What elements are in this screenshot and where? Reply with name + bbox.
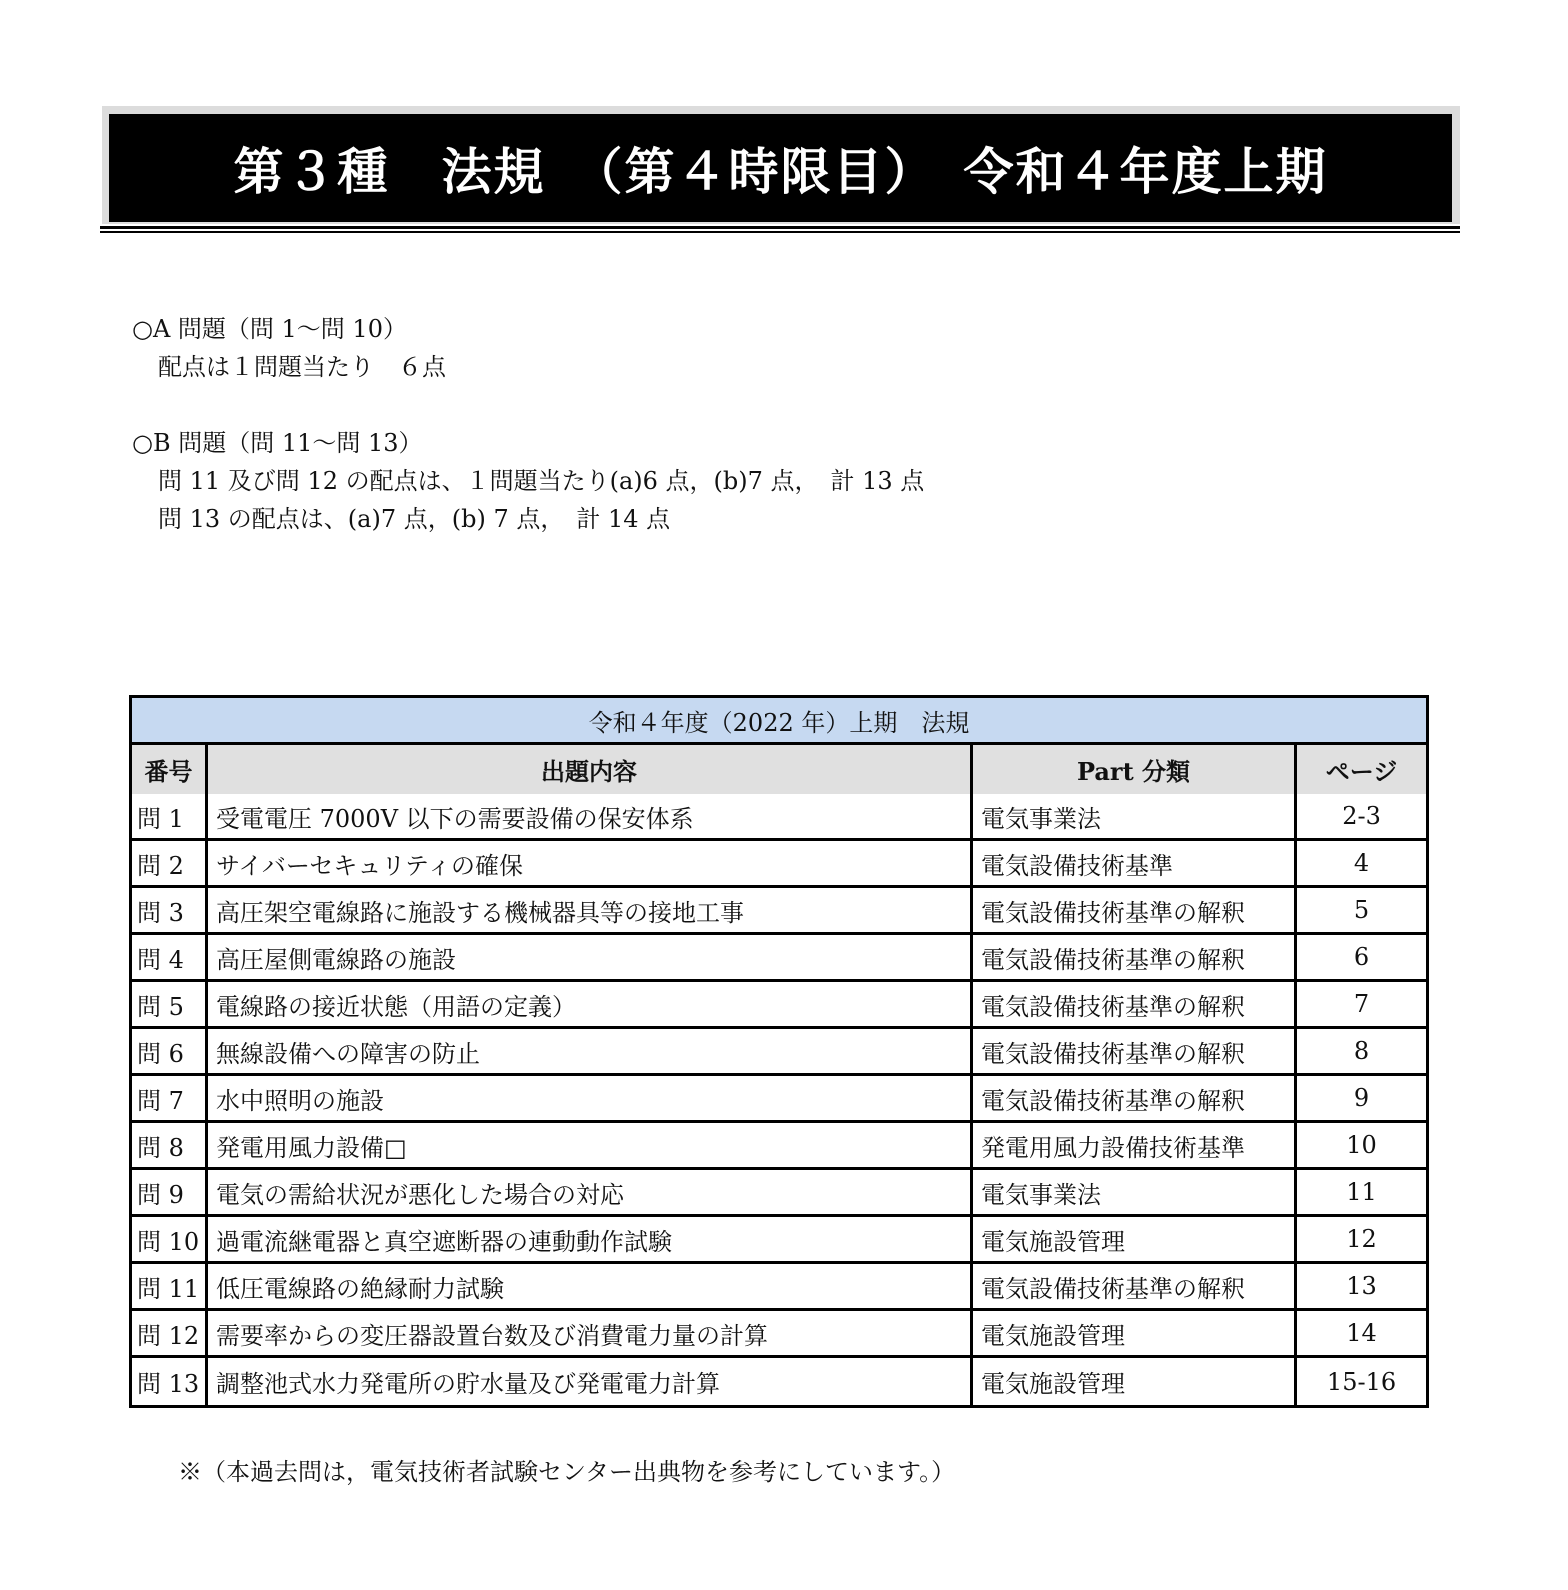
- table-row: [132, 982, 1426, 1029]
- question-topic: 発電用風力設備□: [208, 1123, 973, 1170]
- question-topic: 水中照明の施設: [208, 1076, 973, 1123]
- question-number: 問 2: [132, 841, 208, 888]
- column-header-topic: 出題内容: [208, 745, 973, 794]
- table-row: [132, 794, 1426, 841]
- question-topic: 電気の需給状況が悪化した場合の対応: [208, 1170, 973, 1217]
- question-topic: 過電流継電器と真空遮断器の連動動作試験: [208, 1217, 973, 1264]
- page-number: 7: [1297, 982, 1426, 1029]
- question-number: 問 5: [132, 982, 208, 1029]
- question-topic: 高圧屋側電線路の施設: [208, 935, 973, 982]
- section-a-detail: 配点は１問題当たり ６点: [158, 353, 446, 381]
- part-category: 電気事業法: [973, 1170, 1297, 1217]
- question-topic: 高圧架空電線路に施設する機械器具等の接地工事: [208, 888, 973, 935]
- table-row: [132, 1123, 1426, 1170]
- part-category: 電気設備技術基準: [973, 841, 1297, 888]
- section-a-heading: ○A 問題（問 1～問 10）: [132, 315, 407, 343]
- contents-table: [129, 695, 1429, 1408]
- page-number: 6: [1297, 935, 1426, 982]
- question-topic: 調整池式水力発電所の貯水量及び発電電力計算: [208, 1358, 973, 1405]
- contents-table-wrap: [129, 695, 1423, 1408]
- question-topic: 受電電圧 7000V 以下の需要設備の保安体系: [208, 794, 973, 841]
- question-topic: サイバーセキュリティの確保: [208, 841, 973, 888]
- page-number: 14: [1297, 1311, 1426, 1358]
- page-number: 9: [1297, 1076, 1426, 1123]
- table-row: [132, 1311, 1426, 1358]
- question-topic: 低圧電線路の絶縁耐力試験: [208, 1264, 973, 1311]
- question-topic: 需要率からの変圧器設置台数及び消費電力量の計算: [208, 1311, 973, 1358]
- question-topic: 電線路の接近状態（用語の定義）: [208, 982, 973, 1029]
- question-number: 問 10: [132, 1217, 208, 1264]
- question-number: 問 12: [132, 1311, 208, 1358]
- page-number: 12: [1297, 1217, 1426, 1264]
- column-header-number: 番号: [132, 745, 208, 794]
- column-header-page: ページ: [1297, 745, 1426, 794]
- question-number: 問 13: [132, 1358, 208, 1405]
- part-category: 電気設備技術基準の解釈: [973, 982, 1297, 1029]
- question-number: 問 11: [132, 1264, 208, 1311]
- title-rule: [100, 226, 1460, 229]
- question-topic: 無線設備への障害の防止: [208, 1029, 973, 1076]
- table-row: [132, 841, 1426, 888]
- section-b-heading: ○B 問題（問 11～問 13）: [132, 429, 423, 457]
- table-row: [132, 1358, 1426, 1405]
- table-row: [132, 1264, 1426, 1311]
- question-number: 問 1: [132, 794, 208, 841]
- table-row: [132, 888, 1426, 935]
- page-number: 2-3: [1297, 794, 1426, 841]
- page-number: 8: [1297, 1029, 1426, 1076]
- question-number: 問 6: [132, 1029, 208, 1076]
- scoring-notes: [132, 310, 924, 538]
- question-number: 問 8: [132, 1123, 208, 1170]
- column-header-part: Part 分類: [973, 745, 1297, 794]
- page-title: 第３種 法規 （第４時限目） 令和４年度上期: [233, 143, 1328, 201]
- table-row: [132, 1076, 1426, 1123]
- question-number: 問 3: [132, 888, 208, 935]
- part-category: 電気施設管理: [973, 1311, 1297, 1358]
- page-number: 15-16: [1326, 1367, 1397, 1396]
- part-category: 電気設備技術基準の解釈: [973, 1029, 1297, 1076]
- page-number: 11: [1297, 1170, 1426, 1217]
- question-number: 問 4: [132, 935, 208, 982]
- part-category: 電気施設管理: [973, 1217, 1297, 1264]
- page-number: 10: [1297, 1123, 1426, 1170]
- table-row: [132, 1217, 1426, 1264]
- part-category: 電気事業法: [973, 794, 1297, 841]
- section-b-detail: 問 11 及び問 12 の配点は、１問題当たり(a)6 点，(b)7 点， 計 13 点: [158, 467, 925, 495]
- section-b-detail: 問 13 の配点は、(a)7 点，(b) 7 点， 計 14 点: [158, 505, 671, 533]
- table-row: [132, 935, 1426, 982]
- part-category: 発電用風力設備技術基準: [973, 1123, 1297, 1170]
- part-category: 電気設備技術基準の解釈: [973, 1076, 1297, 1123]
- part-category: 電気施設管理: [973, 1358, 1297, 1405]
- part-category: 電気設備技術基準の解釈: [973, 935, 1297, 982]
- title-rule: [100, 231, 1460, 233]
- table-caption: 令和４年度（2022 年）上期 法規: [132, 698, 1426, 745]
- part-category: 電気設備技術基準の解釈: [973, 1264, 1297, 1311]
- title-banner: [109, 114, 1452, 222]
- page-number: 5: [1297, 888, 1426, 935]
- part-category: 電気設備技術基準の解釈: [973, 888, 1297, 935]
- page-number: 4: [1297, 841, 1426, 888]
- table-row: [132, 1029, 1426, 1076]
- source-footnote: ※（本過去問は，電気技術者試験センター出典物を参考にしています。）: [178, 1458, 956, 1486]
- question-number: 問 9: [132, 1170, 208, 1217]
- question-number: 問 7: [132, 1076, 208, 1123]
- page-number: 13: [1297, 1264, 1426, 1311]
- table-row: [132, 1170, 1426, 1217]
